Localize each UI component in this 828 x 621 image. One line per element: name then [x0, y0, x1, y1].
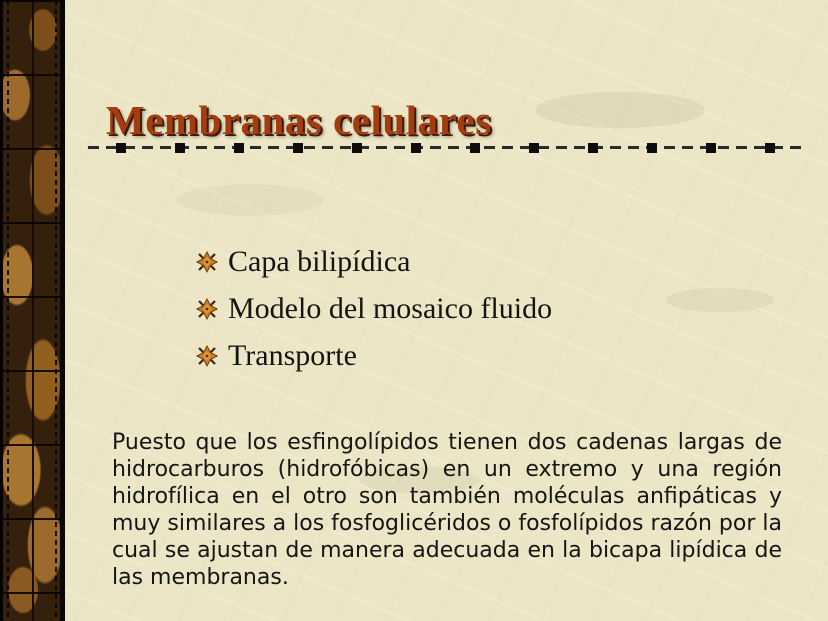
bullet-list — [196, 238, 552, 379]
pinwheel-star-icon — [196, 298, 218, 320]
pinwheel-star-icon — [196, 251, 218, 273]
bullet-label: Transporte — [228, 338, 357, 372]
divider-line — [88, 143, 804, 153]
page-title: Membranas celulares — [106, 97, 492, 144]
pinwheel-star-icon — [196, 345, 218, 367]
bullet-item — [196, 238, 552, 285]
bullet-item — [196, 285, 552, 332]
bullet-item — [196, 332, 552, 379]
bullet-label: Modelo del mosaico fluido — [228, 291, 553, 325]
divider-square-beads — [88, 143, 804, 153]
bullet-label: Capa bilipídica — [228, 244, 411, 278]
decorative-left-border — [0, 0, 65, 621]
body-paragraph: Puesto que los esfingolípidos tienen dos cadenas largas de hidrocarburos (hidrofóbicas) en un extremo y una región hidrofílica en el otro son también moléculas anfipáticas y muy similares a los fosfoglicéridos o fosfolípidos razón por la cual se ajustan de manera adecuada en la bicapa lipídica de las membranas. — [112, 430, 782, 590]
